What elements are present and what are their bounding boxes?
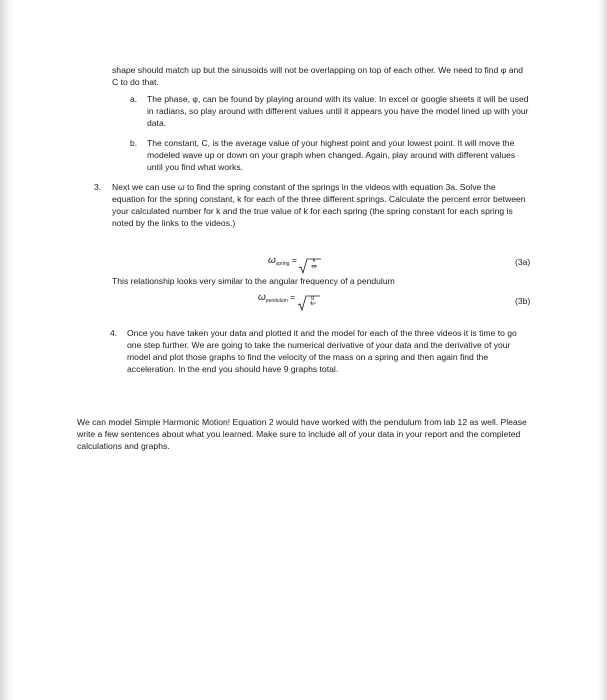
list-item-3 — [94, 181, 530, 229]
sub-item-marker: a. — [130, 94, 138, 104]
list-item-marker: 4. — [110, 328, 118, 338]
omega-subscript: pendulum — [265, 298, 288, 304]
list-item-marker: 3. — [94, 182, 102, 192]
equation-3b — [258, 291, 318, 308]
sub-item-text: The constant, C, is the average value of your highest point and your lowest point. It will move the modeled wave up or down on your graph when changed. Again, play around with different values until you find what works. — [147, 138, 516, 172]
fraction-denominator: L — [311, 301, 315, 307]
fraction-numerator: g — [311, 295, 315, 301]
square-root — [298, 295, 318, 308]
sqrt-sign-icon — [299, 258, 321, 274]
omega-symbol: ω — [268, 255, 276, 266]
omega-subscript: spring — [275, 261, 290, 267]
equation-3a — [268, 254, 319, 271]
fraction-denominator: m — [311, 264, 317, 270]
sub-item-a — [130, 93, 530, 129]
equals-sign: = — [290, 292, 296, 302]
fraction-numerator: k — [312, 258, 316, 264]
square-root — [299, 258, 319, 271]
relation-text: This relationship looks very similar to the angular frequency of a pendulum — [112, 276, 395, 286]
intro-paragraph: shape should match up but the sinusoids will not be overlapping on top of each other. We need to find φ and C to do that. — [112, 65, 524, 87]
sqrt-sign-icon — [298, 295, 320, 311]
equation-label-3b: (3b) — [515, 296, 531, 306]
sub-item-b — [130, 137, 530, 173]
closing-paragraph: We can model Simple Harmonic Motion! Equation 2 would have worked with the pendulum from lab 12 as well. Please write a few sentences about what you learned. Make sure to include all of your data in your report and the completed calculations and graphs. — [77, 417, 527, 451]
list-item-text: Next we can use ω to find the spring constant of the springs in the videos with equation 3a. Solve the equation for the spring constant, k for each of the three different springs. Calculate the percent error between your calculated number for k and the true value of k for each spring (the spring constant for each spring is noted by the links to the videos.) — [112, 182, 526, 228]
list-item-4 — [110, 327, 530, 375]
omega-symbol: ω — [258, 292, 266, 303]
sub-item-marker: b. — [130, 138, 138, 148]
equals-sign: = — [291, 255, 297, 265]
list-item-text: Once you have taken your data and plotted it and the model for each of the three videos it is time to go one step further. We are going to take the numerical derivative of your data and the derivative of your model and plot those graphs to find the velocity of the mass on a spring and then again find the acceleration. In the end you should have 9 graphs total. — [127, 328, 517, 374]
equation-label-3a: (3a) — [515, 257, 531, 267]
sub-item-text: The phase, φ, can be found by playing around with its value. In excel or google sheets it will be used in radians, so play around with different values until it appears you have the model lined up with your data. — [147, 94, 529, 128]
